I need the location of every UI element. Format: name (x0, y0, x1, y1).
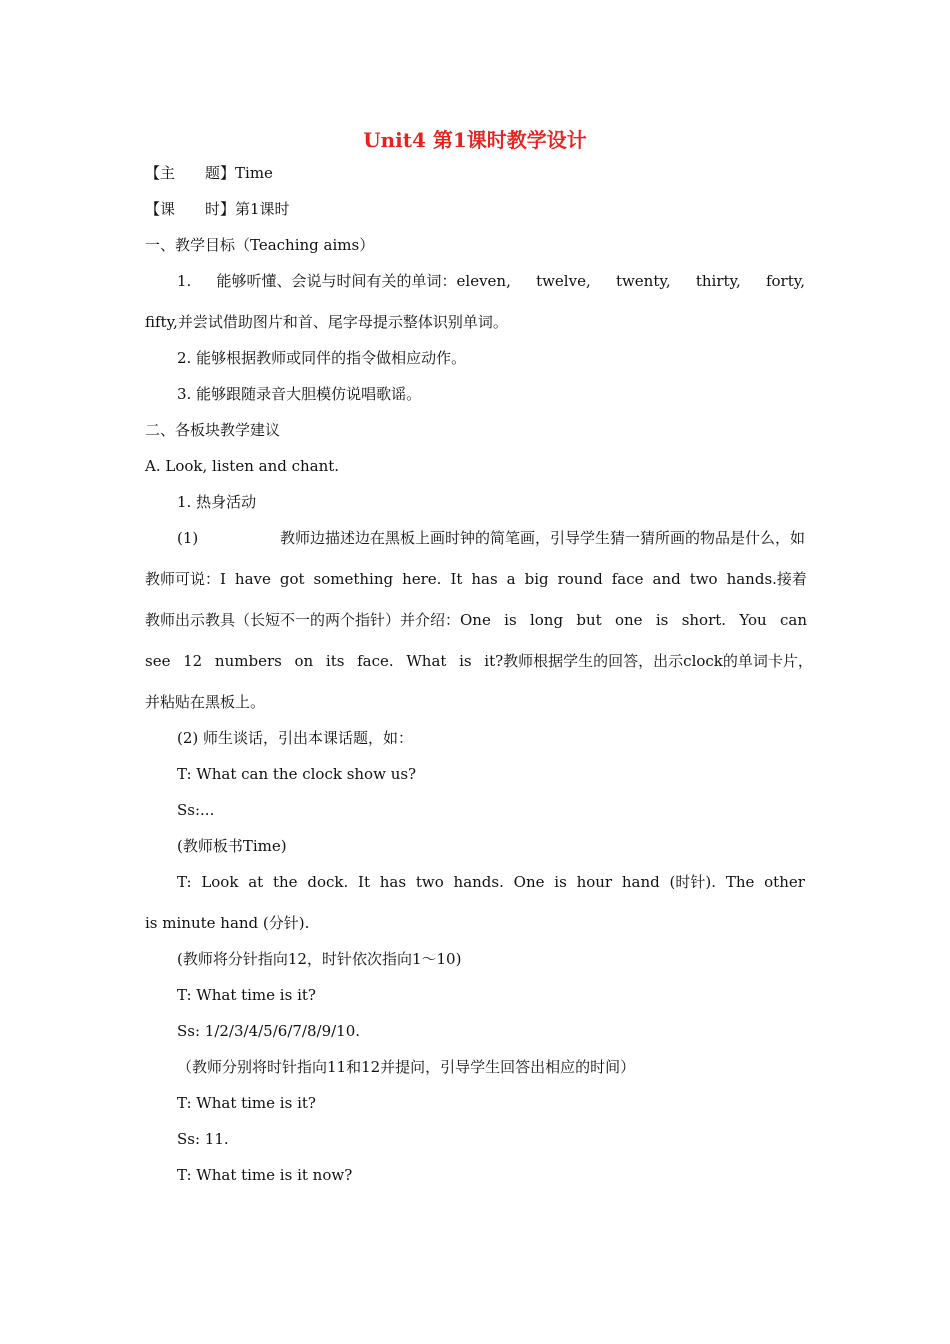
paragraph-line: fifty,并尝试借助图片和首、尾字母提示整体识别单词。 (145, 313, 508, 331)
paragraph-line: 3. 能够跟随录音大胆模仿说唱歌谣。 (177, 385, 422, 403)
paragraph-line: 教师可说：I have got something here. It has a big round face and two hands.接着 (145, 570, 807, 588)
paragraph-line: 并粘贴在黑板上。 (145, 693, 266, 711)
paragraph-line: (教师将分针指向12，时针依次指向1～10) (177, 950, 462, 968)
dialogue-line: Ss:... (177, 801, 215, 819)
dialogue-line: Ss: 11. (177, 1130, 229, 1148)
dialogue-line: Ss: 1/2/3/4/5/6/7/8/9/10. (177, 1022, 361, 1040)
dialogue-line: T: Look at the dock. It has two hands. One is hour hand (时针). The other (177, 873, 805, 891)
subsection-heading: A. Look, listen and chant. (145, 457, 340, 475)
meta-period-label: 【课 时】 (145, 200, 236, 218)
dialogue-line: T: What time is it? (177, 1094, 316, 1112)
meta-topic-label: 【主 题】 (145, 164, 236, 182)
dialogue-line: is minute hand (分针). (145, 914, 310, 932)
section-heading: 二、各板块教学建议 (145, 421, 281, 439)
meta-topic (145, 163, 273, 183)
paragraph-line: see 12 numbers on its face. What is it?教师根据学生的回答，出示clock的单词卡片， (145, 652, 813, 670)
section-heading: 一、教学目标（Teaching aims） (145, 236, 375, 254)
paragraph-line: （教师分别将时针指向11和12并提问，引导学生回答出相应的时间） (177, 1058, 636, 1076)
paragraph-line: (2) 师生谈话，引出本课话题，如： (177, 729, 414, 747)
dialogue-line: T: What time is it? (177, 986, 316, 1004)
paragraph-line: (教师板书Time) (177, 837, 287, 855)
dialogue-line: T: What can the clock show us? (177, 765, 417, 783)
paragraph-line: 1. 能够听懂、会说与时间有关的单词：eleven, twelve, twenty, thirty, forty, (177, 272, 805, 290)
paragraph-line: (1) 教师边描述边在黑板上画时钟的简笔画，引导学生猜一猜所画的物品是什么，如 (177, 529, 805, 547)
paragraph-line: 2. 能够根据教师或同伴的指令做相应动作。 (177, 349, 467, 367)
meta-period-value: 第1课时 (235, 200, 290, 218)
document-title: Unit4 第1课时教学设计 (363, 128, 587, 152)
paragraph-line: 1. 热身活动 (177, 493, 257, 511)
meta-period (145, 199, 290, 219)
meta-topic-value: Time (235, 164, 273, 182)
dialogue-line: T: What time is it now? (177, 1166, 353, 1184)
paragraph-line: 教师出示教具（长短不一的两个指针）并介绍：One is long but one is short. You can (145, 611, 807, 629)
